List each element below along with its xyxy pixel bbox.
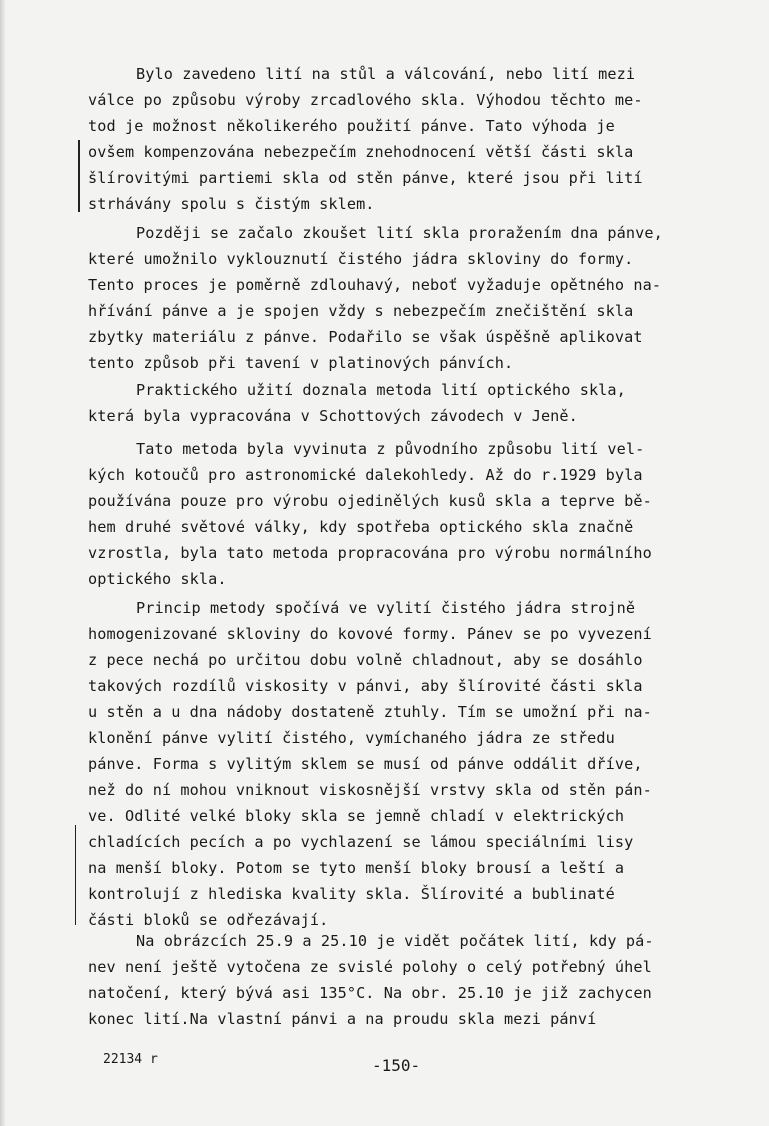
text-line: zbytky materiálu z pánve. Podařilo se však úspěšně aplikovat xyxy=(88,328,643,346)
text-line: Později se začalo zkoušet lití skla proražením dna pánve, xyxy=(136,224,663,242)
text-line: z pece nechá po určitou dobu volně chladnout, aby se dosáhlo xyxy=(88,651,643,669)
page-number: -150- xyxy=(372,1056,421,1075)
text-line: kontrolují z hlediska kvality skla. Šlírovité a bublinaté xyxy=(88,885,615,903)
text-line: šlírovitými partiemi skla od stěn pánve, které jsou při lití xyxy=(88,169,643,187)
text-line: hřívání pánve a je spojen vždy s nebezpečím znečištění skla xyxy=(88,302,634,320)
text-line: než do ní mohou vniknout viskosnější vrstvy skla od stěn pán- xyxy=(88,781,652,799)
text-line: optického skla. xyxy=(88,570,227,588)
document-reference: 22134 r xyxy=(103,1052,158,1067)
paragraph-4 xyxy=(88,436,708,592)
text-line: hem druhé světové války, kdy spotřeba optického skla značně xyxy=(88,518,634,536)
text-line: nev není ještě vytočena ze svislé polohy o celý potřebný úhel xyxy=(88,958,652,976)
text-line: ve. Odlité velké bloky skla se jemně chladí v elektrických xyxy=(88,807,625,825)
text-line: tod je možnost několikerého použití pánve. Tato výhoda je xyxy=(88,117,615,135)
text-line: Bylo zavedeno lití na stůl a válcování, nebo lití mezi xyxy=(136,65,636,83)
text-line: takových rozdílů viskosity v pánvi, aby šlírovité části skla xyxy=(88,677,643,695)
text-line: Praktického užití doznala metoda lití optického skla, xyxy=(136,381,626,399)
paragraph-5 xyxy=(88,595,708,933)
text-line: Princip metody spočívá ve vylití čistého jádra strojně xyxy=(136,599,636,617)
text-line: tento způsob při tavení v platinových pánvích. xyxy=(88,354,514,372)
margin-mark xyxy=(78,140,80,212)
text-line: strhávány spolu s čistým sklem. xyxy=(88,195,375,213)
text-line: kých kotoučů pro astronomické dalekohledy. Až do r.1929 byla xyxy=(88,466,643,484)
text-line: Na obrázcích 25.9 a 25.10 je vidět počátek lití, kdy pá- xyxy=(136,932,654,950)
text-line: klonění pánve vylití čistého, vymíchaného jádra ze středu xyxy=(88,729,615,747)
text-line: válce po způsobu výroby zrcadlového skla. Výhodou těchto me- xyxy=(88,91,643,109)
text-line: ovšem kompenzována nebezpečím znehodnocení větší části skla xyxy=(88,143,634,161)
paragraph-1 xyxy=(88,61,708,217)
text-line: na menší bloky. Potom se tyto menší bloky brousí a leští a xyxy=(88,859,625,877)
paragraph-2 xyxy=(88,220,708,376)
text-line: chladících pecích a po vychlazení se lámou speciálními lisy xyxy=(88,833,634,851)
text-line: homogenizované skloviny do kovové formy. Pánev se po vyvezení xyxy=(88,625,652,643)
text-line: používána pouze pro výrobu ojedinělých kusů skla a teprve bě- xyxy=(88,492,652,510)
text-line: Tato metoda byla vyvinuta z původního způsobu lití vel- xyxy=(136,440,645,458)
text-line: pánve. Forma s vylitým sklem se musí od pánve oddálit dříve, xyxy=(88,755,643,773)
text-line: natočení, který bývá asi 135°C. Na obr. 25.10 je již zachycen xyxy=(88,984,652,1002)
text-line: Tento proces je poměrně zdlouhavý, neboť vyžaduje opětného na- xyxy=(88,276,662,294)
paragraph-3 xyxy=(88,377,708,429)
text-line: vzrostla, byla tato metoda propracována pro výrobu normálního xyxy=(88,544,652,562)
text-line: které umožnilo vyklouznutí čistého jádra skloviny do formy. xyxy=(88,250,634,268)
text-line: u stěn a u dna nádoby dostateně ztuhly. Tím se umožní při na- xyxy=(88,703,652,721)
text-line: která byla vypracována v Schottových závodech v Jeně. xyxy=(88,407,578,425)
text-line: konec lití.Na vlastní pánvi a na proudu skla mezi pánví xyxy=(88,1010,597,1028)
text-line: části bloků se odřezávají. xyxy=(88,911,329,929)
margin-mark xyxy=(75,825,76,925)
paragraph-6 xyxy=(88,928,708,1032)
